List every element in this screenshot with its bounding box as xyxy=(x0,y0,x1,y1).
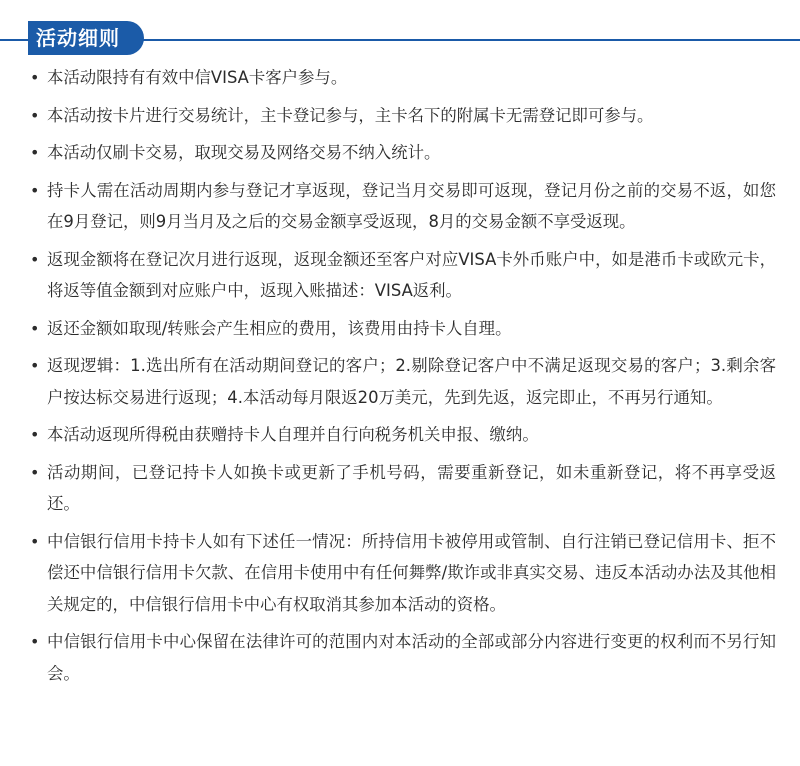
list-item xyxy=(30,626,776,689)
rule-text: 中信银行信用卡中心保留在法律许可的范围内对本活动的全部或部分内容进行变更的权利而不另行知会。 xyxy=(47,632,776,683)
rules-list xyxy=(30,62,776,695)
list-item xyxy=(30,350,776,413)
list-item xyxy=(30,175,776,238)
section-title: 活动细则 xyxy=(28,21,144,55)
section-header xyxy=(0,18,800,60)
bullet-icon: • xyxy=(30,462,40,482)
rule-text: 本活动返现所得税由获赠持卡人自理并自行向税务机关申报、缴纳。 xyxy=(47,425,539,444)
rule-text: 本活动按卡片进行交易统计，主卡登记参与，主卡名下的附属卡无需登记即可参与。 xyxy=(47,105,654,125)
rule-text: 持卡人需在活动周期内参与登记才享返现，登记当月交易即可返现，登记月份之前的交易不返，如您在9月登记，则9月当月及之后的交易金额享受返现，8月的交易金额不享受返现。 xyxy=(47,180,776,231)
rule-text: 本活动仅刷卡交易，取现交易及网络交易不纳入统计。 xyxy=(47,143,441,162)
bullet-icon: • xyxy=(30,356,40,375)
rule-text: 中信银行信用卡持卡人如有下述任一情况：所持信用卡被停用或管制、自行注销已登记信用卡、拒不偿还中信银行信用卡欠款、在信用卡使用中有任何舞弊/欺诈或非真实交易、违反本活动办法及其他相关规定的，中信银行信用卡中心有权取消其参加本活动的资格。 xyxy=(47,531,776,614)
bullet-icon: • xyxy=(30,180,40,200)
list-item xyxy=(30,457,776,520)
list-item xyxy=(30,313,776,345)
bullet-icon: • xyxy=(30,105,40,125)
list-item xyxy=(30,419,776,451)
bullet-icon: • xyxy=(30,632,40,651)
list-item xyxy=(30,62,776,94)
rule-text: 返还金额如取现/转账会产生相应的费用，该费用由持卡人自理。 xyxy=(47,318,512,338)
bullet-icon: • xyxy=(30,68,40,87)
rule-text: 返现逻辑：1.选出所有在活动期间登记的客户；2.剔除登记客户中不满足返现交易的客户；3.剩余客户按达标交易进行返现；4.本活动每月限返20万美元，先到先返，返完即止，不再另行通知。 xyxy=(47,356,776,407)
bullet-icon: • xyxy=(30,425,40,444)
rule-text: 返现金额将在登记次月进行返现，返现金额还至客户对应VISA卡外币账户中，如是港币卡或欧元卡，将返等值金额到对应账户中，返现入账描述：VISA返利。 xyxy=(47,249,776,300)
list-item xyxy=(30,526,776,621)
bullet-icon: • xyxy=(30,318,40,338)
rule-text: 本活动限持有有效中信VISA卡客户参与。 xyxy=(47,68,348,87)
bullet-icon: • xyxy=(30,249,40,269)
rule-text: 活动期间，已登记持卡人如换卡或更新了手机号码，需要重新登记，如未重新登记，将不再享受返还。 xyxy=(47,462,776,513)
list-item xyxy=(30,100,776,132)
list-item xyxy=(30,244,776,307)
bullet-icon: • xyxy=(30,143,40,162)
list-item xyxy=(30,137,776,169)
bullet-icon: • xyxy=(30,531,40,551)
